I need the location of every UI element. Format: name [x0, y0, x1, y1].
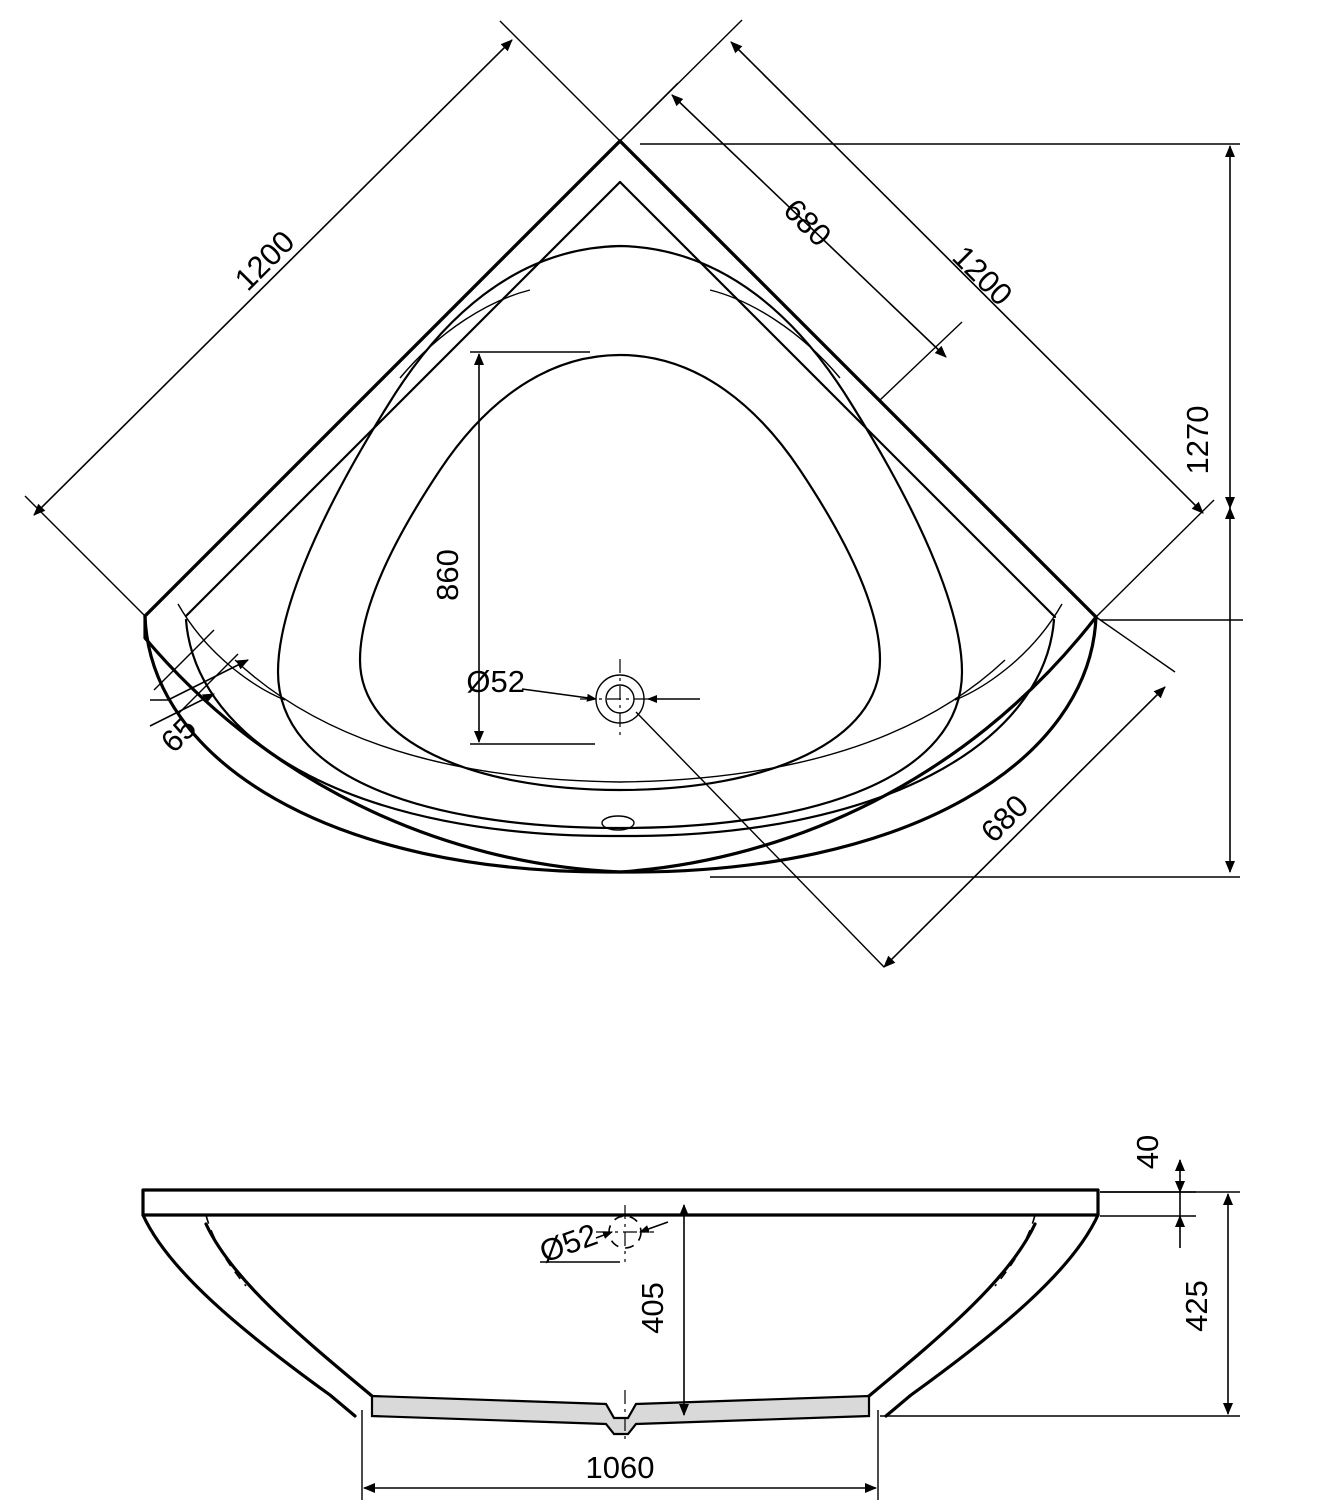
dim-405	[635, 1205, 684, 1415]
section-view	[143, 1135, 1240, 1500]
dim-1060-label: 1060	[585, 1450, 655, 1485]
dim-left-1200-label: 1200	[227, 223, 302, 298]
bath-base-outline	[278, 246, 962, 828]
dim-405-label: 405	[635, 1282, 670, 1334]
dim-425-label: 425	[1179, 1280, 1214, 1332]
dim-1270-label: 1270	[1180, 405, 1215, 475]
armrest-detail-lines	[178, 290, 1062, 782]
dim-d52-section-label: Ø52	[534, 1216, 602, 1270]
dim-d52-plan-label: Ø52	[466, 664, 525, 699]
bath-rim-inner-edge	[186, 182, 1055, 836]
dim-425	[880, 1192, 1240, 1416]
section-rim	[143, 1190, 1098, 1215]
section-base	[372, 1396, 869, 1434]
dim-right-1200-label: 1200	[945, 238, 1020, 313]
dim-860-label: 860	[430, 549, 465, 601]
dim-680-lower	[884, 617, 1175, 967]
dim-680-lower-label: 680	[973, 787, 1036, 850]
dim-right-1200	[620, 20, 1214, 617]
dim-1270-overall	[640, 144, 1243, 877]
dim-40-label: 40	[1130, 1134, 1165, 1170]
dim-65-label: 65	[154, 710, 204, 760]
section-body	[143, 1215, 1098, 1416]
dim-left-1200	[25, 21, 620, 616]
dim-680-upper-label: 680	[776, 191, 839, 254]
plan-view	[25, 20, 1243, 967]
section-hidden-edges	[206, 1215, 1035, 1286]
dim-drain-d52	[466, 664, 700, 699]
